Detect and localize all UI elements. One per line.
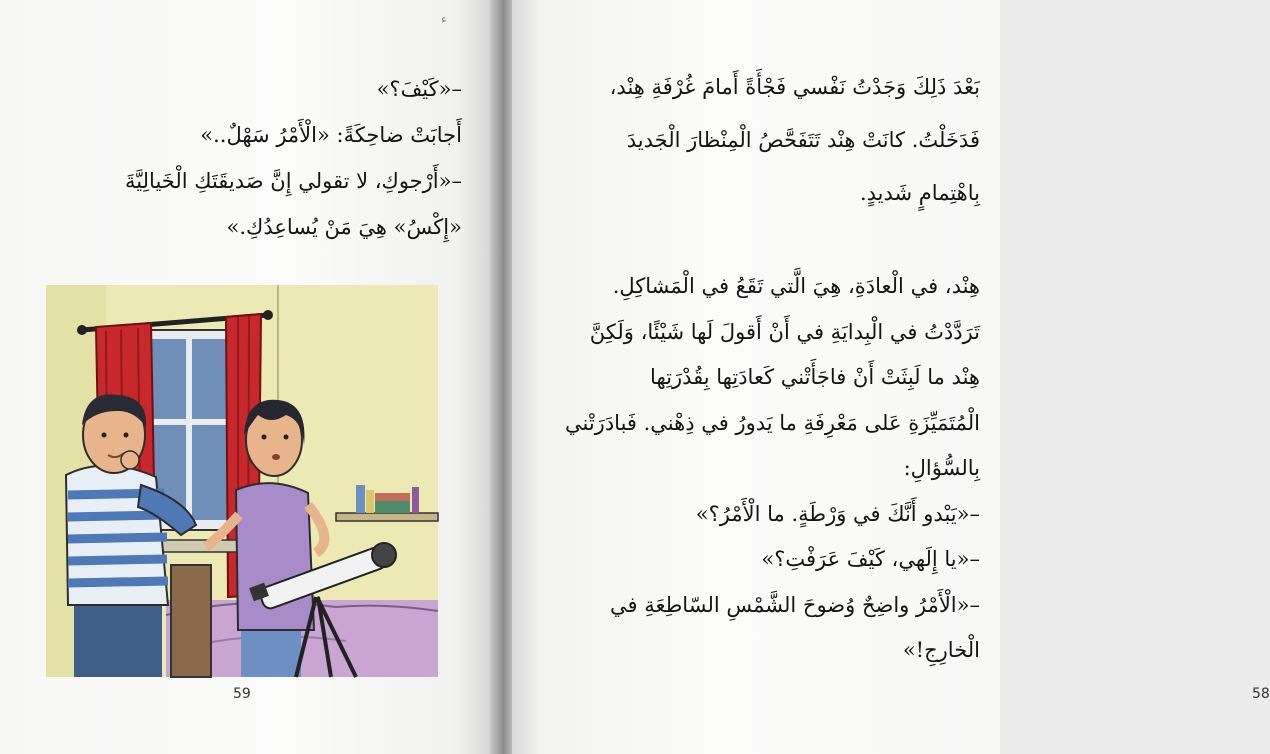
book-gutter bbox=[490, 0, 514, 754]
page-number: 58 bbox=[1252, 686, 1270, 702]
text-line: بِالسُّؤالِ: bbox=[903, 456, 980, 480]
text-line: هِنْد، في الْعادَةِ، هِيَ الَّتي تَقَعُ في الْمَشاكِلِ. bbox=[612, 274, 980, 298]
left-page-text bbox=[32, 66, 462, 250]
text-line: –«أَرْجوكِ، لا تقولي إِنَّ صَديقَتَكِ الْخَيالِيَّةَ bbox=[125, 169, 462, 193]
text-line: بَعْدَ ذَلِكَ وَجَدْتُ نَفْسي فَجْأَةً أَمامَ غُرْفَةِ هِنْد، bbox=[609, 75, 980, 99]
text-line: تَرَدَّدْتُ في الْبِدايَةِ في أَنْ أَقولَ لَها شَيْئًا، وَلَكِنَّ bbox=[589, 319, 980, 344]
illustration bbox=[46, 285, 438, 677]
right-page bbox=[512, 0, 1270, 754]
text-line: الْخارِجِ!» bbox=[902, 638, 980, 662]
text-line: هِنْد ما لَبِثَتْ أَنْ فاجَأَتْني كَعادَتِها بِقُدْرَتِها bbox=[650, 365, 980, 389]
text-line: بِاهْتِمامٍ شَديدٍ. bbox=[859, 181, 980, 205]
text-line: فَدَخَلْتُ. كانَتْ هِنْد تَتَفَحَّصُ الْمِنْظارَ الْجَديدَ bbox=[626, 128, 980, 152]
corner-mark: ﺀ bbox=[441, 12, 447, 26]
text-line: الْمُتَمَيِّزَةِ عَلى مَعْرِفَةِ ما يَدورُ في ذِهْني. فَبادَرَتْني bbox=[565, 410, 980, 435]
text-line: –«يا إِلَهي، كَيْفَ عَرَفْتِ؟» bbox=[761, 547, 980, 571]
page-number: 59 bbox=[233, 686, 251, 702]
text-line: –«الْأَمْرُ واضِحٌ وُضوحَ الشَّمْسِ السّاطِعَةِ في bbox=[609, 592, 980, 617]
text-line: –«يَبْدو أَنَّكَ في وَرْطَةٍ. ما الْأَمْرُ؟» bbox=[695, 501, 980, 526]
text-line: «إِكْسُ» هِيَ مَنْ يُساعِدُكِ.» bbox=[226, 215, 462, 239]
right-page-paragraph-2 bbox=[520, 264, 980, 674]
right-page-paragraph-1 bbox=[530, 61, 980, 220]
text-line: أَجابَتْ ضاحِكَةً: «الْأَمْرُ سَهْلٌ..» bbox=[200, 123, 462, 147]
left-page bbox=[0, 0, 492, 754]
illustration-drawing bbox=[46, 285, 438, 677]
text-line: –«كَيْفَ؟» bbox=[376, 77, 462, 101]
